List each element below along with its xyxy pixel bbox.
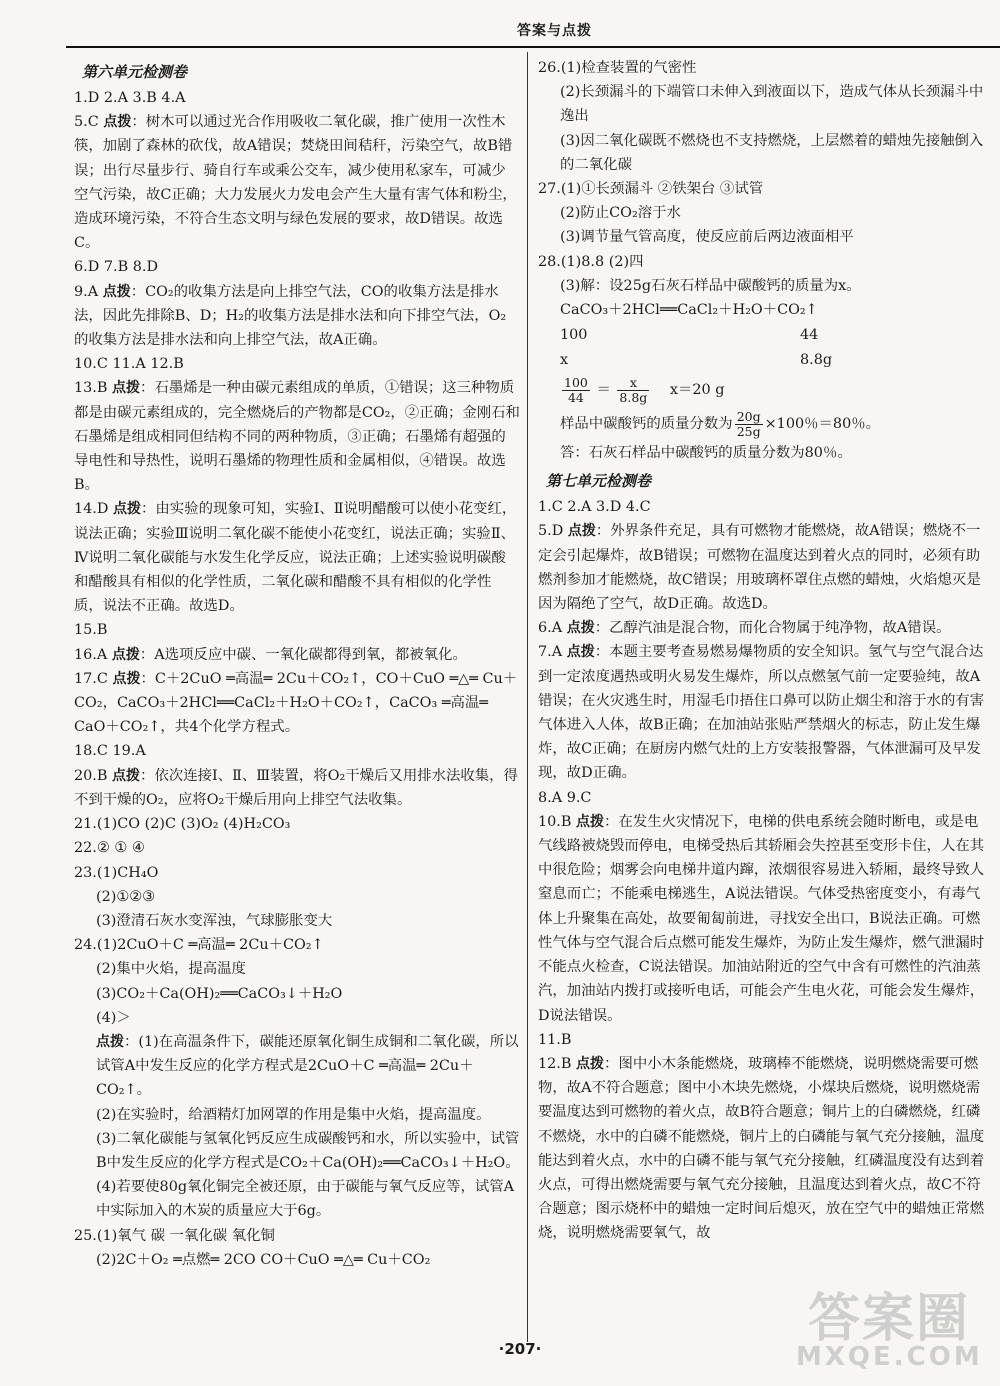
answer-line: (4)＞ <box>96 1009 131 1026</box>
answer-line: 22.② ① ④ <box>74 840 145 857</box>
answer-line: 23.(1)CH₄O <box>74 864 159 881</box>
answer-line: (3)CO₂＋Ca(OH)₂══CaCO₃↓＋H₂O <box>96 985 343 1002</box>
answer-line: (2)长颈漏斗的下端管口未伸入到液面以下，造成气体从长颈漏斗中逸出 <box>560 84 984 125</box>
tip-label: 点拨 <box>112 670 141 687</box>
answer-line: 18.C 19.A <box>74 743 146 760</box>
answer-line: 10.C 11.A 12.B <box>74 356 184 373</box>
tip-label: 点拨 <box>113 501 141 518</box>
answer-line: (2)2C＋O₂ ═点燃═ 2CO CO＋CuO ═△═ Cu＋CO₂ <box>96 1251 431 1268</box>
answer-item: 13.B 点拨：石墨烯是一种由碳元素组成的单质，①错误；这三种物质都是由碳元素组成的，完全燃烧后的产物都是CO₂，②正确；金刚石和石墨烯是组成相同但结构不同的两种物质，③正确；石墨烯有超强的导电性和导热性，说明石墨烯的物理性质和金属相似，④错误。故选B。 <box>74 380 520 494</box>
answer-item: 17.C 点拨：C＋2CuO ═高温═ 2Cu＋CO₂↑，CO＋CuO ═△═ Cu＋CO₂，CaCO₃＋2HCl══CaCl₂＋H₂O＋CO₂↑，CaCO₃ ═高温═ CaO＋CO₂↑，共4个化学方程式。 <box>74 670 518 736</box>
tip-label: 点拨 <box>112 380 141 397</box>
fraction: $\frac{100}{44}$ <box>564 374 588 405</box>
answer-item: 5.D 点拨：外界条件充足，具有可燃物才能燃烧，故A错误；燃烧不一定会引起爆炸，故B错误；可燃物在温度达到着火点的同时，必须有助燃剂参加才能燃烧，故C错误；用玻璃杯罩住点燃的蜡烛，火焰熄灭是因为隔绝了空气，故D正确。故选D。 <box>538 523 981 613</box>
answer-line: (3)因二氧化碳既不燃烧也不支持燃烧，上层燃着的蜡烛先接触倒入的二氧化碳 <box>560 132 984 173</box>
tip-label: 点拨 <box>96 1033 124 1050</box>
answer-line: (3)解：设25g石灰石样品中碳酸钙的质量为x。 <box>560 277 861 294</box>
tip-block: (3)二氧化碳能与氢氧化钙反应生成碳酸钙和水，所以实验中，试管B中发生反应的化学方程式是CO₂＋Ca(OH)₂══CaCO₃↓＋H₂O。(4)若要使80g氧化铜完全被还原，由于碳能与氧气反应等，试管A中实际加入的木炭的质量应大于6g。 <box>96 1130 520 1220</box>
tip-label: 点拨 <box>576 1055 605 1072</box>
fraction: $\frac{x}{8.8g}$ <box>619 374 648 405</box>
percent-row: 样品中碳酸钙的质量分数为 $\frac{20g}{25g}$ ×100％＝80％。 <box>560 408 881 439</box>
answer-item: 7.A 点拨：本题主要考查易燃易爆物质的安全知识。氢气与空气混合达到一定浓度遇热或明火易发生爆炸，所以点燃氢气前一定要验纯，故A错误；在火灾逃生时，用湿毛巾捂住口鼻可以防止烟尘和溶于水的有害气体进入人体，故B正确；在加油站张贴严禁烟火的标志，防止发生爆炸，故C正确；在厨房内燃气灶的上方安装报警器，气体泄漏可及早发现，故D正确。 <box>538 644 985 782</box>
answer-line: 25.(1)氧气 碳 一氧化碳 氧化铜 <box>74 1227 275 1244</box>
answer-line: 答：石灰石样品中碳酸钙的质量分数为80％。 <box>560 445 852 462</box>
answer-line: (2)集中火焰，提高温度 <box>96 961 246 978</box>
answer-item: 9.A 点拨：CO₂的收集方法是向上排空气法，CO的收集方法是排水法，因此先排除B、D；H₂的收集方法是排水法和向下排空气法，O₂的收集方法是排水法和向上排空气法，故A正确。 <box>74 283 507 349</box>
tip-block: (2)在实验时，给酒精灯加网罩的作用是集中火焰，提高温度。 <box>96 1106 491 1123</box>
watermark-url: MXQE.COM <box>796 1342 983 1372</box>
tip-label: 点拨 <box>111 646 140 663</box>
mass-value-row: x 8.8g <box>560 352 833 369</box>
right-column <box>538 56 986 1246</box>
header-rule <box>66 46 1000 48</box>
answer-line: 28.(1)8.8 (2)四 <box>538 253 644 270</box>
section-title-unit6: 第六单元检测卷 <box>82 63 188 81</box>
answer-item: 20.B 点拨：依次连接Ⅰ、Ⅱ、Ⅲ装置，将O₂干燥后又用排水法收集，得不到干燥的O₂，应将O₂干燥后用向上排空气法收集。 <box>74 767 518 808</box>
tip-label: 点拨 <box>566 620 595 637</box>
answer-line: (3)澄清石灰水变浑浊，气球膨胀变大 <box>96 912 333 929</box>
answer-item: 6.A 点拨：乙醇汽油是混合物，而化合物属于纯净物，故A错误。 <box>538 620 951 637</box>
answer-line: 27.(1)①长颈漏斗 ②铁架台 ③试管 <box>538 181 764 198</box>
watermark-logo <box>790 1276 995 1381</box>
mass-ratio-row: 100 44 <box>560 327 819 344</box>
answer-item: 16.A 点拨：A选项反应中碳、一氧化碳都得到氧，都被氧化。 <box>74 646 467 663</box>
answer-line: 1.D 2.A 3.B 4.A <box>74 90 186 106</box>
answer-line: 8.A 9.C <box>538 789 592 806</box>
column-divider <box>527 52 528 1342</box>
fraction: $\frac{20g}{25g}$ <box>736 408 761 439</box>
chem-equation: CaCO₃＋2HCl══CaCl₂＋H₂O＋CO₂↑ <box>560 302 818 319</box>
answer-line: 15.B <box>74 622 108 639</box>
left-column <box>74 56 520 1272</box>
page-number: ·207· <box>498 1340 542 1358</box>
tip-label: 点拨 <box>567 523 596 540</box>
answer-line: 26.(1)检查装置的气密性 <box>538 60 697 76</box>
tip-label: 点拨 <box>103 114 132 131</box>
tip-block: 点拨：(1)在高温条件下，碳能还原氧化铜生成铜和二氧化碳，所以试管A中发生反应的化学方程式是2CuO＋C ═高温═ 2Cu＋CO₂↑。 <box>96 1033 519 1099</box>
answer-line: 24.(1)2CuO＋C ═高温═ 2Cu＋CO₂↑ <box>74 937 324 954</box>
answer-line: (2)防止CO₂溶于水 <box>560 205 681 222</box>
answer-item: 14.D 点拨：由实验的现象可知，实验Ⅰ、Ⅱ说明醋酸可以使小花变红，说法正确；实验Ⅲ说明二氧化碳不能使小花变红，说法正确；实验Ⅱ、Ⅳ说明二氧化碳能与水发生化学反应，说法正确；上述实验说明碳酸和醋酸具有相似的化学性质，二氧化碳和醋酸不具有相似的化学性质，说法不正确。故选D。 <box>74 501 517 615</box>
answer-item: 10.B 点拨：在发生火灾情况下，电梯的供电系统会随时断电，或是电气线路被烧毁而停电，电梯受热后其轿厢会失控甚至变形卡住，人在其中很危险；烟雾会向电梯井道内蹿，浓烟很容易进入轿厢，最终导致人窒息而亡；不能乘电梯逃生，A说法错误。气体受热密度变小，有毒气体上升聚集在高处，故要匍匐前进，寻找安全出口，B说法正确。可燃性气体与空气混合后点燃可能发生爆炸，为防止发生爆炸，燃气泄漏时不能点火检查，C说法错误。加油站附近的空气中含有可燃性的汽油蒸汽，加油站内拨打或接听电话，可能会产生电火花，可能会发生爆炸，D说法错误。 <box>538 813 985 1024</box>
section-title-unit7: 第七单元检测卷 <box>546 472 652 491</box>
tip-label: 点拨 <box>112 767 141 784</box>
answer-line: 1.C 2.A 3.D 4.C <box>538 499 651 516</box>
tip-label: 点拨 <box>576 813 605 830</box>
watermark-text: 答案圈 <box>808 1289 971 1349</box>
answer-line: 11.B <box>538 1031 572 1048</box>
page-header <box>66 14 1000 42</box>
tip-label: 点拨 <box>566 644 595 661</box>
answer-line: 6.D 7.B 8.D <box>74 259 158 276</box>
answer-line: (3)调节量气管高度，使反应前后两边液面相平 <box>560 229 854 246</box>
answer-line: (2)①②③ <box>96 888 156 905</box>
tip-label: 点拨 <box>102 283 131 300</box>
proportion-row: $\frac{100}{44}$ ＝ $\frac{x}{8.8g}$ x＝20 g <box>564 374 725 405</box>
answer-item: 5.C 点拨：树木可以通过光合作用吸收二氧化碳，推广使用一次性木筷，加剧了森林的砍伐，故A错误；焚烧田间秸秆，污染空气，故B错误；出行尽量步行、骑自行车或乘公交车，减少使用私家车，可减少空气污染，故C正确；大力发展火力发电会产生大量有害气体和粉尘，造成环境污染，不符合生态文明与绿色发展的要求，故D错误。故选C。 <box>74 114 517 252</box>
header-title: 答案与点拨 <box>517 23 592 39</box>
answer-item: 12.B 点拨：图中小木条能燃烧，玻璃棒不能燃烧，说明燃烧需要可燃物，故A不符合题意；图中小木块先燃烧，小煤块后燃烧，说明燃烧需要温度达到可燃物的着火点，故B符合题意；铜片上的白磷燃烧，红磷不燃烧，水中的白磷不能燃烧，铜片上的白磷能与氧气充分接触，温度能达到着火点，水中的白磷不能与氧气充分接触，红磷温度没有达到着火点，可得出燃烧需要与氧气充分接触，且温度达到着火点，故C不符合题意；图示烧杯中的蜡烛一定时间后熄灭，放在空气中的蜡烛正常燃烧，说明燃烧需要氧气，故 <box>538 1055 985 1242</box>
answer-line: 21.(1)CO (2)C (3)O₂ (4)H₂CO₃ <box>74 816 291 833</box>
